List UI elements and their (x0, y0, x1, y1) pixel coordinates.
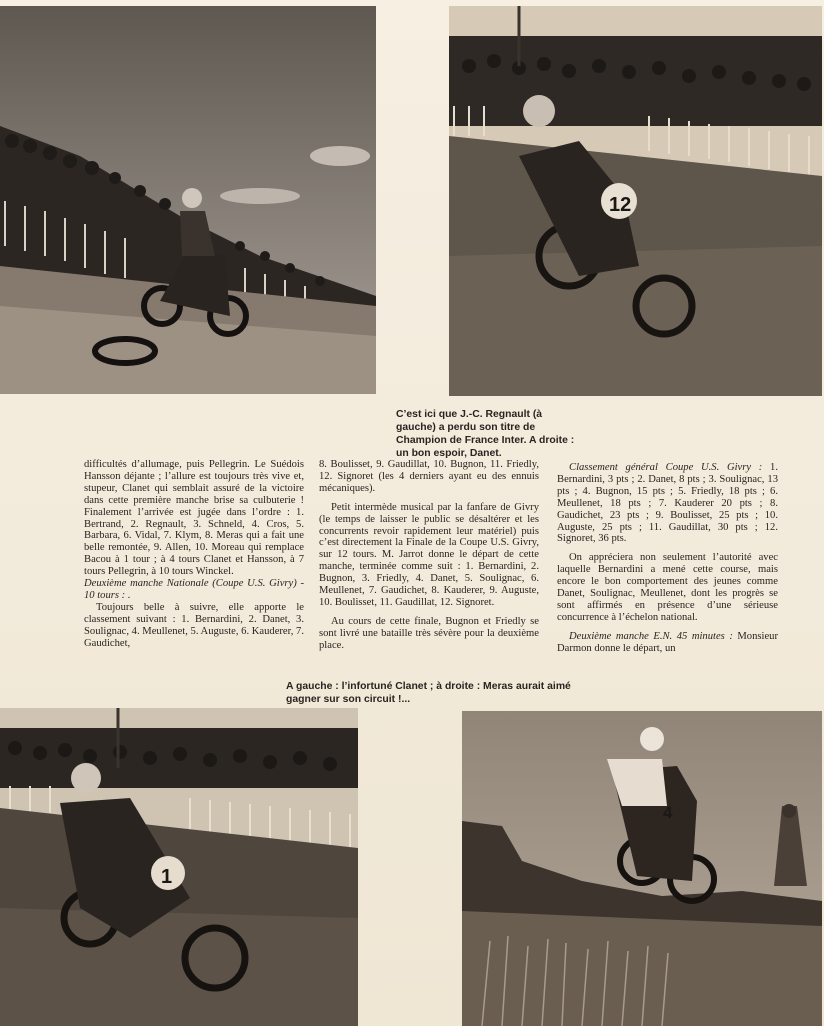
paragraph: 8. Boulisset, 9. Gaudillat, 10. Bugnon, 11. Friedly, 12. Signoret (les 4 derniers ayant eu des ennuis mécaniques). (319, 459, 539, 494)
photo-danet (449, 6, 822, 396)
plate-number: 12 (609, 194, 632, 216)
text-column-1 (84, 459, 304, 657)
section-heading: Classement général Coupe U.S. Givry : (569, 462, 763, 473)
paragraph: Toujours belle à suivre, elle apporte le classement suivant : 1. Bernardini, 2. Danet, 3. Soulignac, 4. Meullenet, 5. Auguste, 6. Kauderer, 7. Gaudichet, (84, 601, 304, 649)
paragraph-text: 1. Bernardini, 3 pts ; 2. Danet, 8 pts ; 3. Soulignac, 13 pts ; 4. Bugnon, 15 pts ; 5. Friedly, 18 pts ; 6. Meullenet, 18 pts ; 7. Kauderer 20 pts ; 8. Gaudichet, 23 pts ; 9. Boulisset, 25 pts ; 10. Auguste, 25 pts ; 11. Gaudillat, 30 pts ; 12. Signoret, 36 pts. (557, 462, 778, 545)
paragraph: difficultés d’allumage, puis Pellegrin. Le Suédois Hansson déjante ; l’allure est toujours très vive et, stupeur, Clanet qui semblait assuré de la victoire dans cette première manche brise sa culbuterie ! Finalement l’arrivée est jugée dans l’ordre : 1. Bertrand, 2. Regnault, 3. Schneld, 4. Cros, 5. Barbara, 6. Vidal, 7. Klym, 8. Meras qui a fait une belle remontée, 9. Allen, 10. Moreau qui remplace Bacou à 1 tour ; à 4 tours Clanet et Hansson, à 7 tours Pellegrin, à 10 tours Winckel. (84, 459, 304, 578)
section-heading: Deuxième manche E.N. 45 minutes : (569, 630, 733, 642)
plate-number: 4 (663, 803, 673, 822)
caption-bottom: A gauche : l’infortuné Clanet ; à droite : Meras aurait aimé gagner sur son circuit !... (286, 681, 571, 705)
text-column-2 (319, 459, 539, 659)
paragraph-with-heading (557, 631, 778, 655)
paragraph-with-heading (557, 462, 778, 545)
photo-danet-image (449, 6, 822, 396)
photo-clanet (0, 708, 358, 1026)
paragraph-text: Monsieur Darmon donne le départ, un (557, 630, 778, 654)
paragraph: Au cours de cette finale, Bugnon et Friedly se sont livré une bataille très sévère pour la deuxième place. (319, 615, 539, 651)
photo-regnault (0, 6, 376, 394)
caption-top: C’est ici que J.-C. Regnault (à gauche) a perdu son titre de Champion de France Inter. A droite : un bon espoir, Danet. (396, 409, 575, 459)
photo-meras-image (462, 711, 822, 1026)
photo-regnault-image (0, 6, 376, 394)
photo-meras (462, 711, 822, 1026)
section-heading: Deuxième manche Nationale (Coupe U.S. Givry) - 10 tours : . (84, 578, 304, 601)
plate-number: 1 (161, 866, 173, 888)
paragraph: On appréciera non seulement l’autorité avec laquelle Bernardini a mené cette course, mais encore le bon comportement des jeunes comme Danet, Soulignac, Meullenet, dont les progrès se sont affirmés en présence d’une sérieuse concurrence à l’échelon national. (557, 552, 778, 623)
text-column-3 (557, 462, 778, 655)
photo-clanet-image (0, 708, 358, 1026)
paragraph: Petit intermède musical par la fanfare de Givry (le temps de laisser le public se désaltérer et les concurrents revoir rapidement leur matériel) puis c’est directement la Finale de la Coupe U.S. Givry, sur 12 tours. M. Jarrot donne le départ de cette manche, terminée comme suit : 1. Bernardini, 2. Bugnon, 3. Friedly, 4. Danet, 5. Soulignac, 6. Meullenet, 7. Gaudichet, 8. Kauderer, 9. Auguste, 10. Boulisset, 11. Gaudillat, 12. Signoret. (319, 501, 539, 608)
